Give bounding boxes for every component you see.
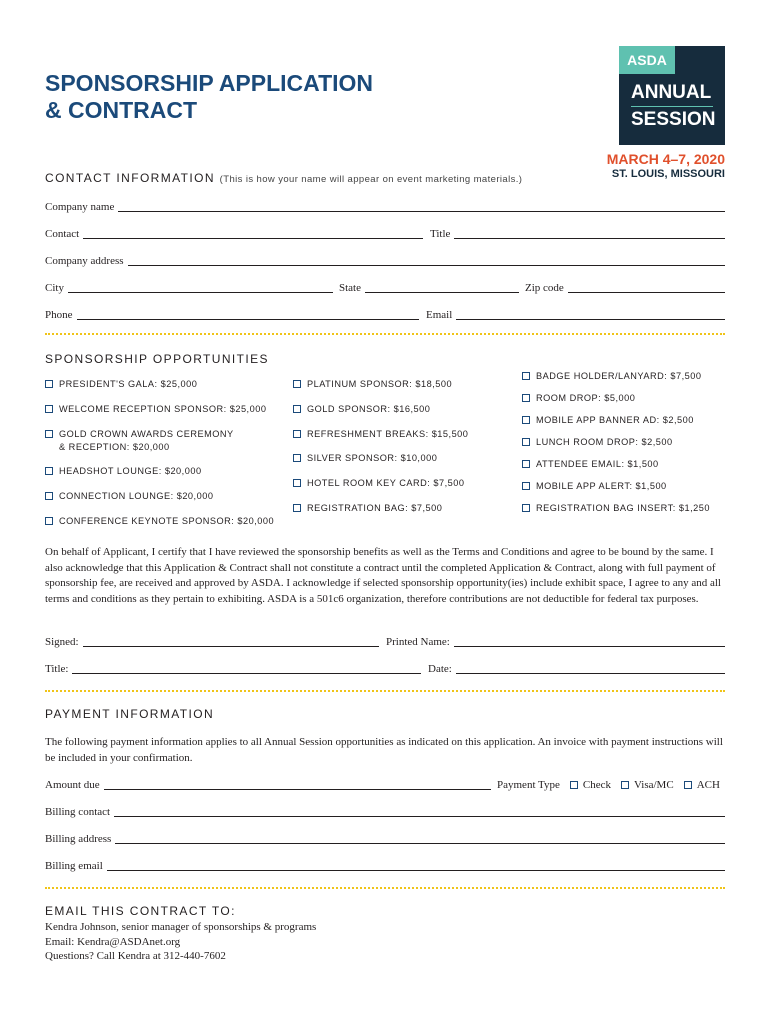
state-field[interactable] (339, 281, 519, 295)
email-line[interactable] (456, 319, 725, 320)
option-label: MOBILE APP BANNER AD: $2,500 (536, 415, 694, 425)
option-platinum-sponsor[interactable] (293, 378, 452, 391)
city-field[interactable] (45, 281, 333, 295)
event-date: MARCH 4–7, 2020 (606, 151, 725, 167)
option-label: REGISTRATION BAG INSERT: $1,250 (536, 503, 710, 513)
city-line[interactable] (68, 292, 333, 293)
option-hotel-room-key-card[interactable] (293, 477, 465, 490)
contact-field[interactable] (45, 227, 423, 241)
sign-title-field[interactable] (45, 662, 421, 676)
option-label: WELCOME RECEPTION SPONSOR: $25,000 (59, 404, 267, 414)
checkbox[interactable] (45, 380, 53, 388)
contact-info-heading (45, 171, 522, 185)
title-label: Title (430, 228, 451, 240)
title-line-2: & CONTRACT (45, 97, 198, 123)
city-label: City (45, 282, 64, 294)
sign-title-line[interactable] (72, 673, 421, 674)
billing-email-label: Billing email (45, 860, 103, 872)
date-field[interactable] (428, 662, 725, 676)
billing-email-line[interactable] (107, 870, 725, 871)
option-label: GOLD SPONSOR: $16,500 (307, 404, 431, 414)
checkbox[interactable] (570, 781, 578, 789)
contact-phone: Questions? Call Kendra at 312-440-7602 (45, 950, 226, 962)
title-line[interactable] (454, 238, 725, 239)
option-label: REFRESHMENT BREAKS: $15,500 (307, 429, 469, 439)
contact-person: Kendra Johnson, senior manager of sponsorships & programs (45, 921, 317, 933)
check-label: Check (582, 779, 611, 791)
option-label: SILVER SPONSOR: $10,000 (307, 453, 438, 463)
option-label: ATTENDEE EMAIL: $1,500 (536, 459, 659, 469)
option-badge-holder[interactable] (522, 370, 701, 383)
checkbox[interactable] (293, 504, 301, 512)
email-label: Email (426, 309, 453, 321)
option-connection-lounge[interactable] (45, 490, 213, 503)
option-label: REGISTRATION BAG: $7,500 (307, 503, 443, 513)
company-name-label: Company name (45, 201, 115, 213)
email-field[interactable] (426, 308, 725, 322)
option-lunch-room-drop[interactable] (522, 436, 673, 449)
billing-email-field[interactable] (45, 859, 725, 873)
amount-due-label: Amount due (45, 779, 100, 791)
checkbox[interactable] (522, 416, 530, 424)
option-label: MOBILE APP ALERT: $1,500 (536, 481, 667, 491)
sign-title-label: Title: (45, 663, 69, 675)
event-logo (619, 46, 725, 145)
checkbox[interactable] (522, 460, 530, 468)
option-silver-sponsor[interactable] (293, 452, 437, 465)
option-mobile-app-banner[interactable] (522, 414, 694, 427)
billing-address-line[interactable] (115, 843, 725, 844)
section-divider (45, 887, 725, 889)
company-name-field[interactable] (45, 200, 725, 214)
option-label (59, 428, 234, 454)
ach-option[interactable] (684, 778, 720, 792)
company-address-label: Company address (45, 255, 124, 267)
contact-info-note: (This is how your name will appear on event marketing materials.) (219, 174, 523, 185)
phone-line[interactable] (77, 319, 420, 320)
check-option[interactable] (570, 778, 611, 792)
option-label: BADGE HOLDER/LANYARD: $7,500 (536, 371, 702, 381)
checkbox[interactable] (293, 430, 301, 438)
sponsorship-heading: SPONSORSHIP OPPORTUNITIES (45, 352, 269, 366)
checkbox[interactable] (621, 781, 629, 789)
option-refreshment-breaks[interactable] (293, 428, 468, 441)
contact-line[interactable] (83, 238, 423, 239)
option-headshot-lounge[interactable] (45, 465, 202, 478)
option-mobile-app-alert[interactable] (522, 480, 667, 493)
checkbox[interactable] (45, 405, 53, 413)
phone-field[interactable] (45, 308, 419, 322)
visa-mc-label: Visa/MC (634, 779, 674, 791)
company-address-field[interactable] (45, 254, 725, 268)
zip-line[interactable] (568, 292, 725, 293)
checkbox[interactable] (45, 467, 53, 475)
contact-label: Contact (45, 228, 80, 240)
checkbox[interactable] (45, 517, 53, 525)
option-attendee-email[interactable] (522, 458, 659, 471)
checkbox[interactable] (293, 454, 301, 462)
printed-name-field[interactable] (386, 635, 725, 649)
page-title (45, 70, 465, 124)
option-label: PLATINUM SPONSOR: $18,500 (307, 379, 453, 389)
checkbox[interactable] (293, 380, 301, 388)
option-room-drop[interactable] (522, 392, 635, 405)
option-registration-bag-insert[interactable] (522, 502, 710, 515)
company-address-line[interactable] (128, 265, 725, 266)
checkbox[interactable] (522, 394, 530, 402)
state-line[interactable] (365, 292, 519, 293)
logo-line-1: ANNUAL (631, 82, 712, 103)
signed-label: Signed: (45, 636, 79, 648)
contact-email[interactable]: Email: Kendra@ASDAnet.org (45, 935, 181, 948)
contact-info-title: CONTACT INFORMATION (45, 171, 215, 185)
section-divider (45, 333, 725, 335)
option-label: ROOM DROP: $5,000 (536, 393, 636, 403)
option-label: HOTEL ROOM KEY CARD: $7,500 (307, 478, 465, 488)
option-label-line-2: & RECEPTION: $20,000 (59, 442, 170, 452)
email-to-block (45, 920, 316, 964)
visa-mc-option[interactable] (621, 778, 674, 792)
checkbox[interactable] (45, 492, 53, 500)
company-name-line[interactable] (118, 211, 725, 212)
billing-address-label: Billing address (45, 833, 112, 845)
zip-label: Zip code (525, 282, 564, 294)
email-to-heading: EMAIL THIS CONTRACT TO: (45, 904, 236, 918)
checkbox[interactable] (293, 479, 301, 487)
logo-line-2: SESSION (631, 109, 716, 130)
date-label: Date: (428, 663, 452, 675)
logo-tag: ASDA (619, 46, 675, 74)
billing-address-field[interactable] (45, 832, 725, 846)
option-conference-keynote[interactable] (45, 515, 274, 528)
zip-field[interactable] (525, 281, 725, 295)
signed-field[interactable] (45, 635, 379, 649)
checkbox[interactable] (293, 405, 301, 413)
amount-due-field[interactable] (45, 778, 491, 792)
phone-label: Phone (45, 309, 73, 321)
ach-label: ACH (696, 779, 720, 791)
amount-due-line[interactable] (104, 789, 491, 790)
checkbox[interactable] (522, 504, 530, 512)
option-gold-crown-awards[interactable] (45, 428, 234, 454)
event-place: ST. LOUIS, MISSOURI (611, 168, 725, 180)
option-label: PRESIDENT'S GALA: $25,000 (59, 379, 198, 389)
date-line[interactable] (456, 673, 725, 674)
option-label-line-1: GOLD CROWN AWARDS CEREMONY (59, 429, 234, 439)
logo-rule (631, 106, 713, 107)
checkbox[interactable] (45, 430, 53, 438)
option-registration-bag[interactable] (293, 502, 442, 515)
option-presidents-gala[interactable] (45, 378, 197, 391)
certification-text: On behalf of Applicant, I certify that I have reviewed the sponsorship benefits as well as the Terms and Conditions and agree to be bound by the same. I also acknowledge that this Application & Contract shall not constitute a contract until the completed Application & Contract, along with full payment of sponsorship fee, are received and approved by ASDA. I acknowledge if selected sponsorship opportunity(ies) include exhibit space, I agree to any and all terms and conditions as they pertain to exhibiting. ASDA is a 501c6 organization, therefore contributions are not deductible for federal tax purposes. (45, 546, 721, 605)
printed-name-line[interactable] (454, 646, 725, 647)
printed-name-label: Printed Name: (386, 636, 450, 648)
option-gold-sponsor[interactable] (293, 403, 430, 416)
signed-line[interactable] (83, 646, 379, 647)
billing-contact-line[interactable] (114, 816, 725, 817)
option-label: CONFERENCE KEYNOTE SPONSOR: $20,000 (59, 516, 275, 526)
payment-type-label: Payment Type (497, 779, 560, 791)
option-label: LUNCH ROOM DROP: $2,500 (536, 437, 673, 447)
state-label: State (339, 282, 361, 294)
title-line-1: SPONSORSHIP APPLICATION (45, 70, 374, 96)
payment-heading: PAYMENT INFORMATION (45, 707, 215, 721)
option-label: HEADSHOT LOUNGE: $20,000 (59, 466, 202, 476)
billing-contact-field[interactable] (45, 805, 725, 819)
payment-text: The following payment information applies to all Annual Session opportunities as indicated on this application. An invoice with payment instructions will be included in your confirmation. (45, 736, 723, 764)
billing-contact-label: Billing contact (45, 806, 111, 818)
option-welcome-reception[interactable] (45, 403, 266, 416)
section-divider (45, 690, 725, 692)
checkbox[interactable] (522, 372, 530, 380)
checkbox[interactable] (522, 438, 530, 446)
checkbox[interactable] (522, 482, 530, 490)
checkbox[interactable] (684, 781, 692, 789)
option-label: CONNECTION LOUNGE: $20,000 (59, 491, 214, 501)
payment-type-group (497, 778, 725, 792)
title-field[interactable] (430, 227, 725, 241)
